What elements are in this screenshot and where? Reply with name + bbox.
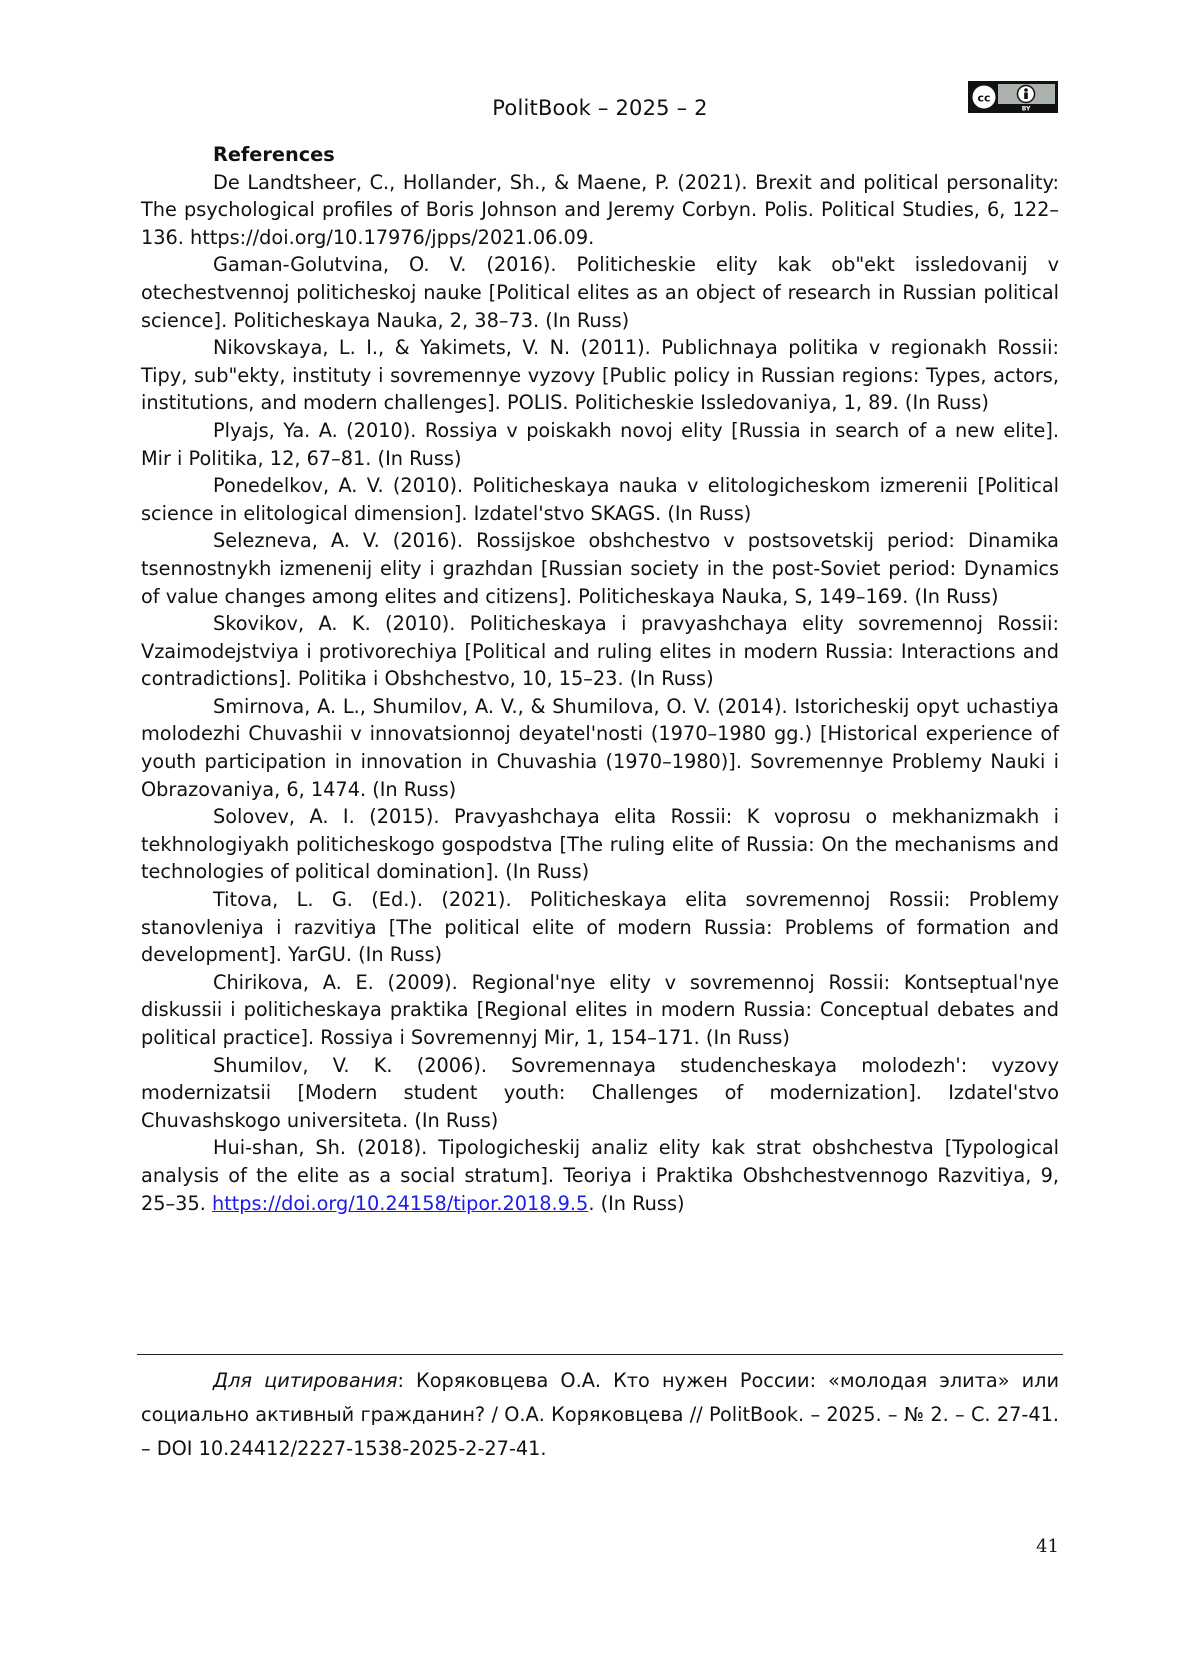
reference-text: Chirikova, A. E. (2009). Regional'nye elity v sovremennoj Rossii: Kontseptual'nye diskussii i politicheskaya praktika [Regional elites in modern Russia: Conceptual debates and political practice]. Rossiya i Sovremennyj Mir, 1, 154–171. (In Russ) xyxy=(141,970,1059,1049)
reference-list xyxy=(141,169,1059,1218)
reference-entry xyxy=(141,610,1059,693)
reference-entry xyxy=(141,334,1059,417)
cc-icon xyxy=(972,85,997,110)
references-section xyxy=(141,141,1059,1217)
reference-text: Smirnova, A. L., Shumilov, A. V., & Shumilova, O. V. (2014). Istoricheskij opyt uchastiya molodezhi Chuvashii v innovatsionnoj deyatel'nosti (1970–1980 gg.) [Historical experience of youth participation in innovation in Chuvashia (1970–1980)]. Sovremennye Problemy Nauki i Obrazovaniya, 6, 1474. (In Russ) xyxy=(141,694,1059,801)
reference-entry xyxy=(141,693,1059,803)
by-label: BY xyxy=(1021,105,1031,112)
reference-text: Nikovskaya, L. I., & Yakimets, V. N. (2011). Publichnaya politika v regionakh Rossii: Tipy, sub"ekty, instituty i sovremennye vyzovy [Public policy in Russian regions: Types, actors, institutions, and modern challenges]. POLIS. Politicheskie Issledovaniya, 1, 89. (In Russ) xyxy=(141,336,1059,415)
page-number: 41 xyxy=(1036,1536,1059,1557)
reference-entry xyxy=(141,169,1059,252)
reference-text: Solovev, A. I. (2015). Pravyashchaya elita Rossii: K voprosu o mekhanizmakh i tekhnologiyakh politicheskogo gospodstva [The ruling elite of Russia: On the mechanisms and technologies of political domination]. (In Russ) xyxy=(141,805,1059,884)
citation-note xyxy=(141,1364,1059,1466)
cc-by-license-badge[interactable] xyxy=(968,81,1058,113)
reference-entry xyxy=(141,969,1059,1052)
reference-entry xyxy=(141,251,1059,334)
doi-link[interactable]: https://doi.org/10.24158/tipor.2018.9.5 xyxy=(211,1191,589,1215)
svg-text:cc: cc xyxy=(977,91,991,105)
reference-text: Hui-shan, Sh. (2018). Tipologicheskij analiz elity kak strat obshchestva [Typological analysis of the elite as a social stratum]. Teoriya i Praktika Obshchestvennogo Razvitiya, 9, 25–35. xyxy=(141,1136,1059,1215)
reference-text: Skovikov, A. K. (2010). Politicheskaya i pravyashchaya elity sovremennoj Rossii: Vzaimodejstviya i protivorechiya [Political and ruling elites in modern Russia: Interactions and contradictions]. Politika i Obshchestvo, 10, 15–23. (In Russ) xyxy=(141,612,1059,691)
by-attribution-icon xyxy=(1018,86,1035,103)
reference-entry xyxy=(141,1134,1059,1217)
reference-entry xyxy=(141,886,1059,969)
footnote-divider xyxy=(137,1354,1063,1355)
reference-entry xyxy=(141,472,1059,527)
citation-text: : Коряковцева О.А. Кто нужен России: «молодая элита» или социально активный гражданин? / О.А. Коряковцева // PolitBook. – 2025. – № 2. – С. 27-41. – DOI 10.24412/2227-1538-2025-2-27-41. xyxy=(141,1369,1060,1460)
citation-label: Для цитирования xyxy=(213,1369,398,1392)
reference-text: Plyajs, Ya. A. (2010). Rossiya v poiskakh novoj elity [Russia in search of a new elite]. Mir i Politika, 12, 67–81. (In Russ) xyxy=(141,418,1059,470)
reference-entry xyxy=(141,527,1059,610)
reference-text: Shumilov, V. K. (2006). Sovremennaya studencheskaya molodezh': vyzovy modernizatsii [Modern student youth: Challenges of modernization]. Izdatel'stvo Chuvashskogo universiteta. (In Russ) xyxy=(141,1053,1059,1132)
reference-text: Selezneva, A. V. (2016). Rossijskoe obshchestvo v postsovetskij period: Dinamika tsennostnykh izmenenij elity i grazhdan [Russian society in the post-Soviet period: Dynamics of value changes among elites and citizens]. Politicheskaya Nauka, S, 149–169. (In Russ) xyxy=(141,529,1059,608)
running-header: PolitBook – 2025 – 2 xyxy=(492,96,708,120)
references-heading: References xyxy=(213,143,335,166)
reference-entry xyxy=(141,417,1059,472)
reference-entry xyxy=(141,803,1059,886)
reference-text: Titova, L. G. (Ed.). (2021). Politicheskaya elita sovremennoj Rossii: Problemy stanovleniya i razvitiya [The political elite of modern Russia: Problems of formation and development]. YarGU. (In Russ) xyxy=(141,888,1059,967)
reference-text: Gaman-Golutvina, O. V. (2016). Politicheskie elity kak ob"ekt issledovanij v otechestvennoj politicheskoj nauke [Political elites as an object of research in Russian political science]. Politicheskaya Nauka, 2, 38–73. (In Russ) xyxy=(141,253,1059,332)
reference-tail: . (In Russ) xyxy=(588,1191,685,1215)
reference-entry xyxy=(141,1052,1059,1135)
reference-text: De Landtsheer, C., Hollander, Sh., & Maene, P. (2021). Brexit and political personality: The psychological profiles of Boris Johnson and Jeremy Corbyn. Polis. Political Studies, 6, 122–136. https://doi.org/10.17976/jpps/2021.06.09. xyxy=(141,170,1059,249)
reference-text: Ponedelkov, A. V. (2010). Politicheskaya nauka v elitologicheskom izmerenii [Political science in elitological dimension]. Izdatel'stvo SKAGS. (In Russ) xyxy=(141,474,1059,525)
